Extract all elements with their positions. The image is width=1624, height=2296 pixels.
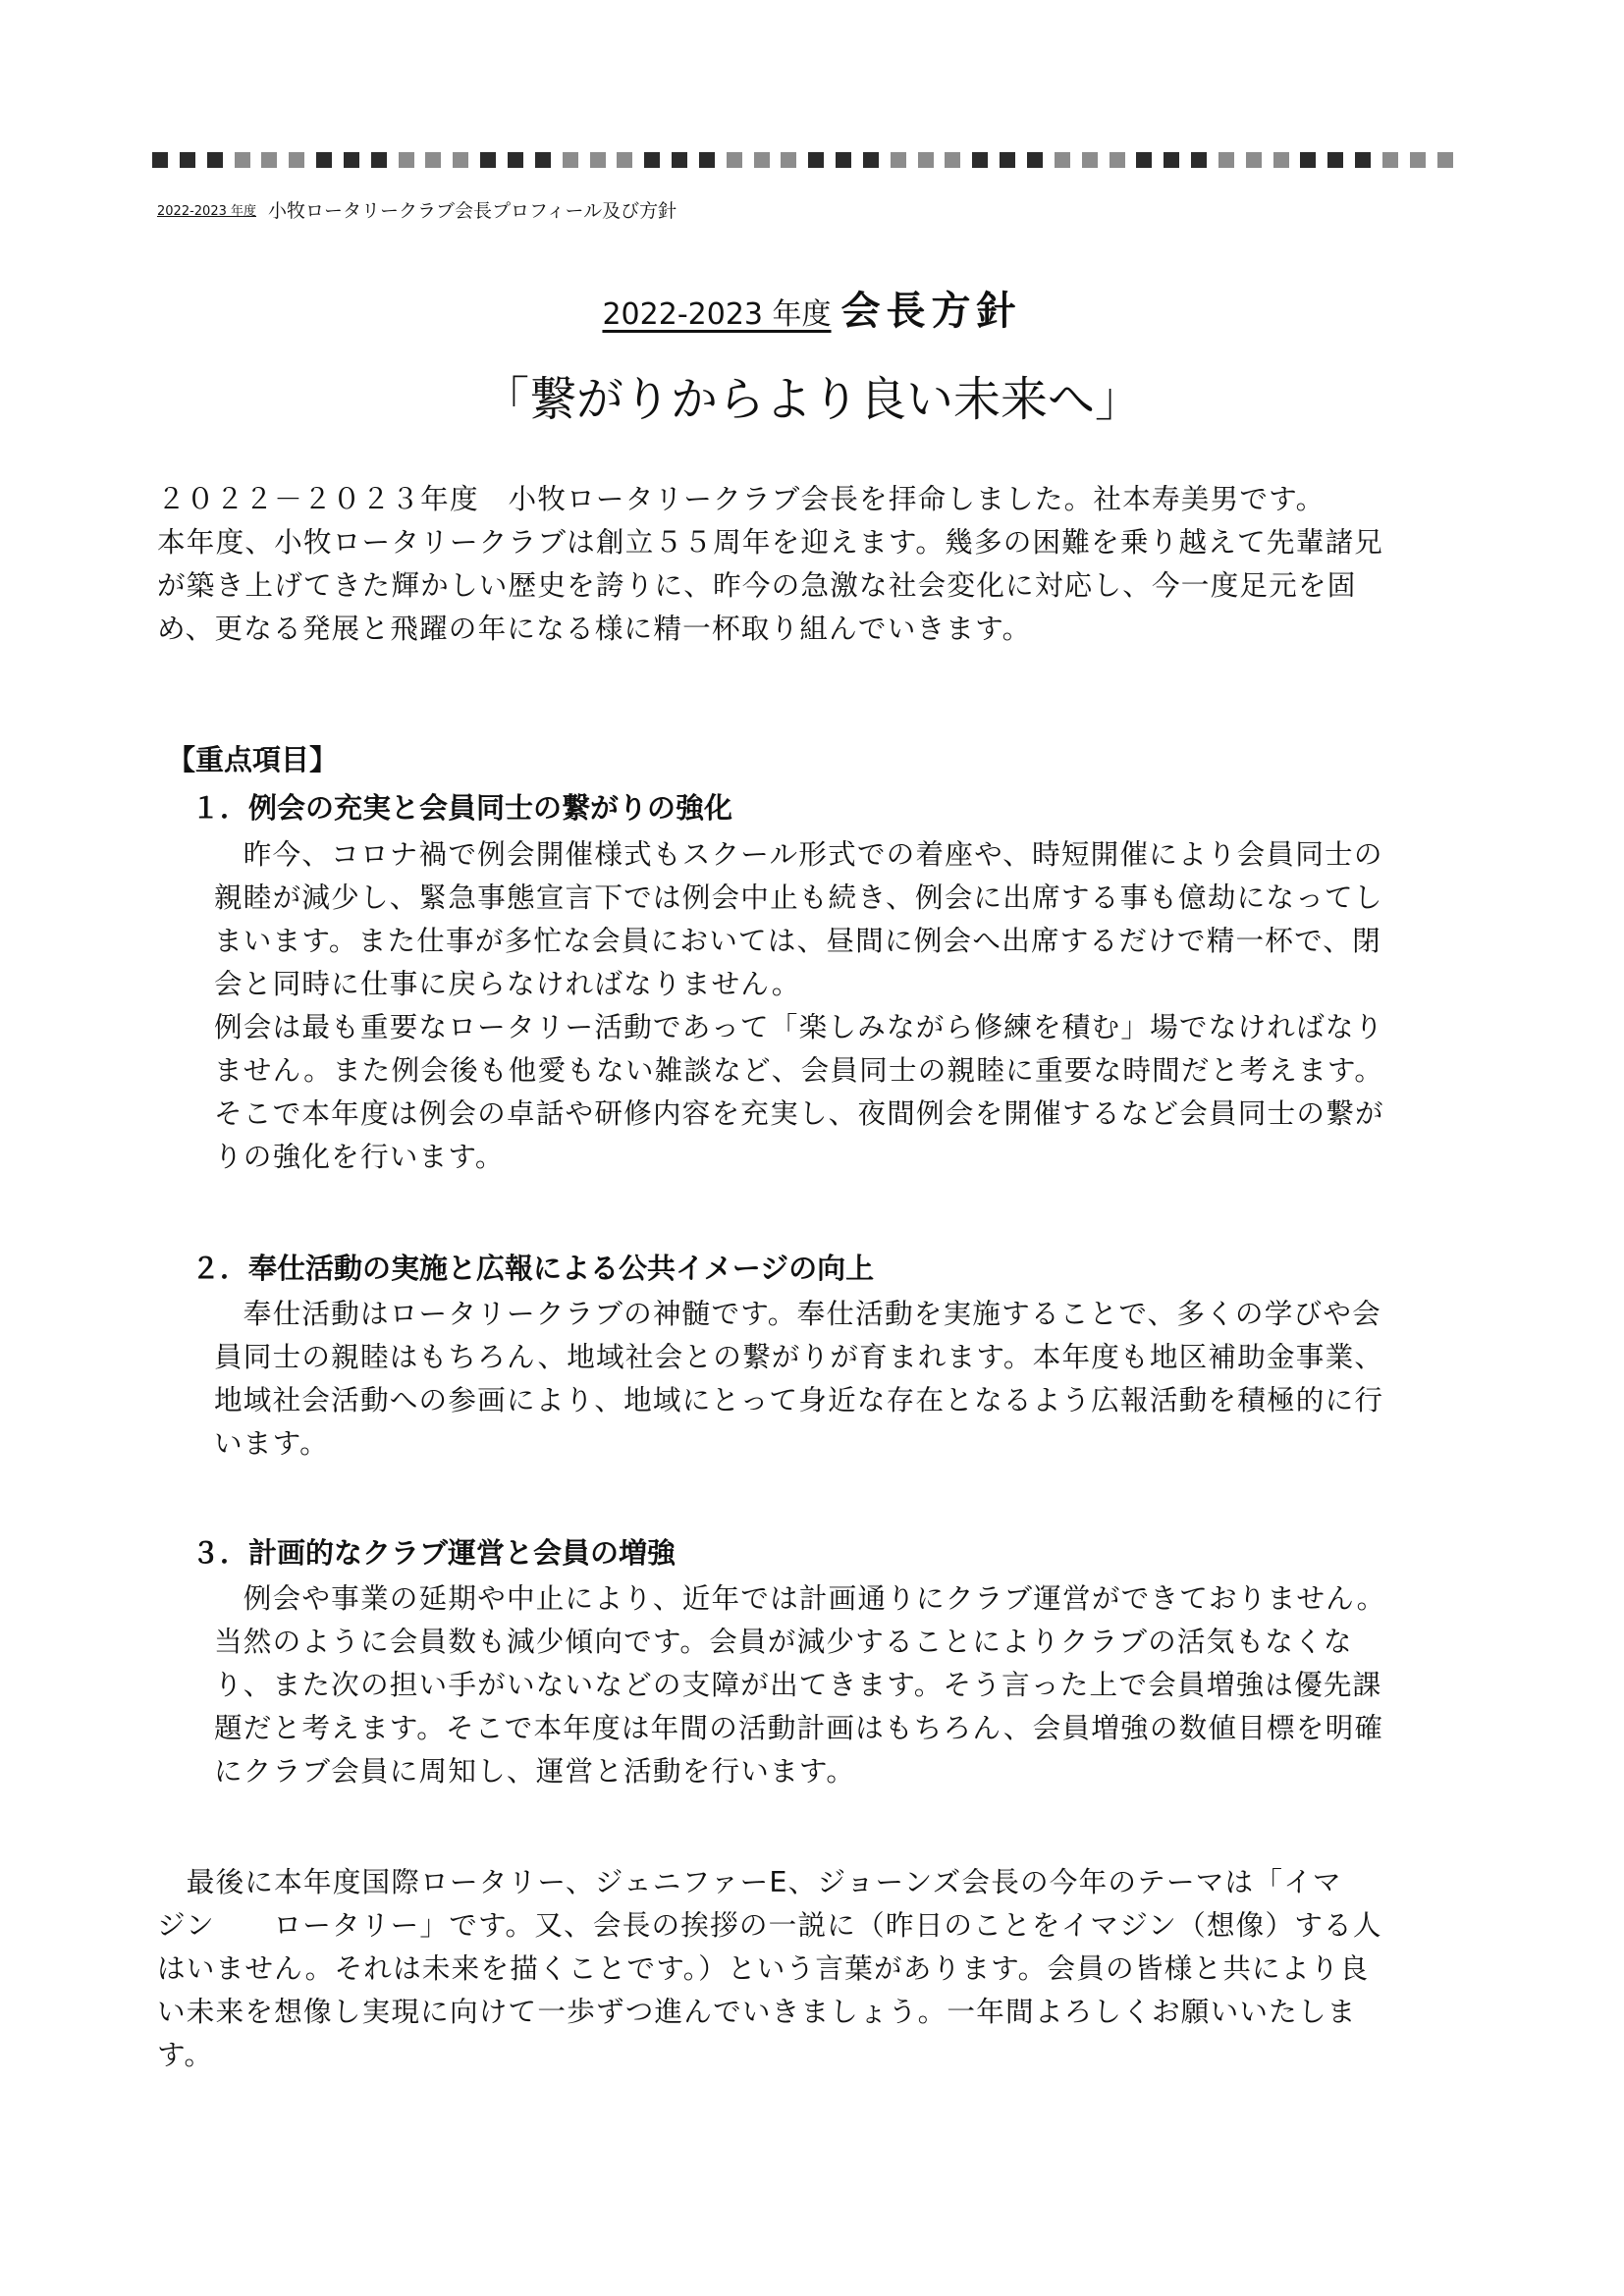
bar-segment bbox=[1136, 152, 1152, 168]
intro-line: ２０２２－２０２３年度 小牧ロータリークラブ会長を拝命しました。社本寿美男です。 bbox=[157, 482, 1326, 515]
priority-1-line: りの強化を行います。 bbox=[214, 1140, 505, 1173]
priority-2-line: 奉仕活動はロータリークラブの神髄です。奉仕活動を実施することで、多くの学びや会 bbox=[214, 1297, 1381, 1330]
bar-segment bbox=[453, 152, 468, 168]
closing-line: 最後に本年度国際ロータリー、ジェニファーE、ジョーンズ会長の今年のテーマは「イマ bbox=[157, 1865, 1342, 1898]
priority-3-heading: ３．計画的なクラブ運営と会員の増強 bbox=[191, 1536, 677, 1570]
bar-segment bbox=[261, 152, 277, 168]
bar-segment bbox=[781, 152, 796, 168]
bar-segment bbox=[1055, 152, 1070, 168]
bar-segment bbox=[1027, 152, 1043, 168]
bar-segment bbox=[1327, 152, 1343, 168]
priority-1-heading: １．例会の充実と会員同士の繋がりの強化 bbox=[191, 791, 733, 825]
closing-line: ジン ロータリー」です。又、会長の挨拶の一説に（昨日のことをイマジン（想像）する人 bbox=[157, 1908, 1382, 1942]
bar-segment bbox=[918, 152, 934, 168]
running-head-title: 小牧ロータリークラブ会長プロフィール及び方針 bbox=[268, 200, 677, 222]
bar-segment bbox=[754, 152, 770, 168]
closing-line: い未来を想像し実現に向けて一歩ずつ進んでいきましょう。一年間よろしくお願いいたしま bbox=[157, 1995, 1357, 2028]
priority-1-line: そこで本年度は例会の卓話や研修内容を充実し、夜間例会を開催するなど会員同士の繋が bbox=[214, 1096, 1384, 1130]
priorities-label: 【重点項目】 bbox=[167, 743, 339, 776]
bar-segment bbox=[1000, 152, 1015, 168]
bar-segment bbox=[891, 152, 906, 168]
bar-segment bbox=[535, 152, 551, 168]
bar-segment bbox=[399, 152, 414, 168]
page-title bbox=[0, 280, 1624, 336]
running-head-year: 2022-2023 年度 bbox=[157, 204, 256, 219]
priority-3-line: 当然のように会員数も減少傾向です。会員が減少することによりクラブの活気もなくな bbox=[214, 1625, 1353, 1658]
priority-1-line: 例会は最も重要なロータリー活動であって「楽しみながら修練を積む」場でなければなり bbox=[214, 1010, 1384, 1043]
bar-segment bbox=[644, 152, 660, 168]
priority-2-line: 地域社会活動への参画により、地域にとって身近な存在となるよう広報活動を積極的に行 bbox=[214, 1383, 1384, 1416]
bar-segment bbox=[235, 152, 250, 168]
bar-segment bbox=[1082, 152, 1098, 168]
bar-segment bbox=[972, 152, 988, 168]
closing-line: はいません。それは未来を描くことです。）という言葉があります。会員の皆様と共により良 bbox=[157, 1951, 1370, 1985]
priority-3-line: 例会や事業の延期や中止により、近年では計画通りにクラブ運営ができておりません。 bbox=[214, 1581, 1386, 1615]
bar-segment bbox=[1273, 152, 1289, 168]
bar-segment bbox=[480, 152, 496, 168]
bar-segment bbox=[1437, 152, 1453, 168]
intro-line: が築き上げてきた輝かしい歴史を誇りに、昨今の急激な社会変化に対応し、今一度足元を固 bbox=[157, 568, 1357, 602]
bar-segment bbox=[863, 152, 879, 168]
priority-3-line: り、また次の担い手がいないなどの支障が出てきます。そう言った上で会員増強は優先課 bbox=[214, 1668, 1382, 1701]
closing-paragraph bbox=[157, 1860, 1463, 2076]
closing-line: す。 bbox=[157, 2038, 214, 2071]
bar-segment bbox=[344, 152, 359, 168]
bar-segment bbox=[180, 152, 195, 168]
bar-segment bbox=[508, 152, 523, 168]
bar-segment bbox=[727, 152, 742, 168]
bar-segment bbox=[1410, 152, 1426, 168]
running-head bbox=[157, 196, 677, 223]
bar-segment bbox=[808, 152, 824, 168]
bar-segment bbox=[1191, 152, 1207, 168]
bar-segment bbox=[207, 152, 223, 168]
priority-1-line: 会と同時に仕事に戻らなければなりません。 bbox=[214, 967, 801, 1000]
intro-line: め、更なる発展と飛躍の年になる様に精一杯取り組んでいきます。 bbox=[157, 612, 1032, 645]
bar-segment bbox=[316, 152, 332, 168]
bar-segment bbox=[672, 152, 687, 168]
bar-segment bbox=[289, 152, 304, 168]
bar-segment bbox=[1382, 152, 1398, 168]
bar-segment bbox=[1355, 152, 1371, 168]
bar-segment bbox=[563, 152, 578, 168]
bar-segment bbox=[945, 152, 960, 168]
bar-segment bbox=[617, 152, 632, 168]
priority-2-line: 員同士の親睦はもちろん、地域社会との繋がりが育まれます。本年度も地区補助金事業、 bbox=[214, 1340, 1384, 1373]
priority-1-line: ません。また例会後も他愛もない雑談など、会員同士の親睦に重要な時間だと考えます。 bbox=[214, 1053, 1384, 1087]
bar-segment bbox=[152, 152, 168, 168]
priority-2-heading: ２．奉仕活動の実施と広報による公共イメージの向上 bbox=[191, 1252, 875, 1285]
priority-2-line: います。 bbox=[214, 1426, 329, 1460]
bar-segment bbox=[836, 152, 851, 168]
intro-paragraph bbox=[157, 477, 1463, 650]
priority-1-line: 昨今、コロナ禍で例会開催様式もスクール形式での着座や、時短開催により会員同士の bbox=[214, 837, 1383, 871]
bar-segment bbox=[371, 152, 387, 168]
bar-segment bbox=[425, 152, 441, 168]
bar-segment bbox=[699, 152, 715, 168]
bar-segment bbox=[1218, 152, 1234, 168]
priority-1-line: まいます。また仕事が多忙な会員においては、昼間に例会へ出席するだけで精一杯で、閉 bbox=[214, 924, 1381, 957]
priority-1-body bbox=[214, 832, 1461, 1178]
priority-2-body bbox=[214, 1292, 1461, 1465]
priority-3-line: 題だと考えます。そこで本年度は年間の活動計画はもちろん、会員増強の数値目標を明確 bbox=[214, 1711, 1384, 1744]
priority-3-line: にクラブ会員に周知し、運営と活動を行います。 bbox=[214, 1754, 856, 1788]
title-year: 2022-2023 年度 bbox=[602, 297, 832, 332]
bar-segment bbox=[1300, 152, 1316, 168]
bar-segment bbox=[1110, 152, 1125, 168]
decorative-header-bar bbox=[152, 152, 1453, 168]
intro-line: 本年度、小牧ロータリークラブは創立５５周年を迎えます。幾多の困難を乗り越えて先輩諸兄 bbox=[157, 525, 1384, 559]
bar-segment bbox=[1164, 152, 1179, 168]
title-main: 会長方針 bbox=[840, 289, 1022, 334]
bar-segment bbox=[590, 152, 606, 168]
slogan: 「繋がりからより良い未来へ」 bbox=[481, 372, 1142, 427]
priority-1-line: 親睦が減少し、緊急事態宣言下では例会中止も続き、例会に出席する事も億劫になってし bbox=[214, 881, 1383, 914]
priority-3-body bbox=[214, 1576, 1461, 1792]
bar-segment bbox=[1246, 152, 1262, 168]
